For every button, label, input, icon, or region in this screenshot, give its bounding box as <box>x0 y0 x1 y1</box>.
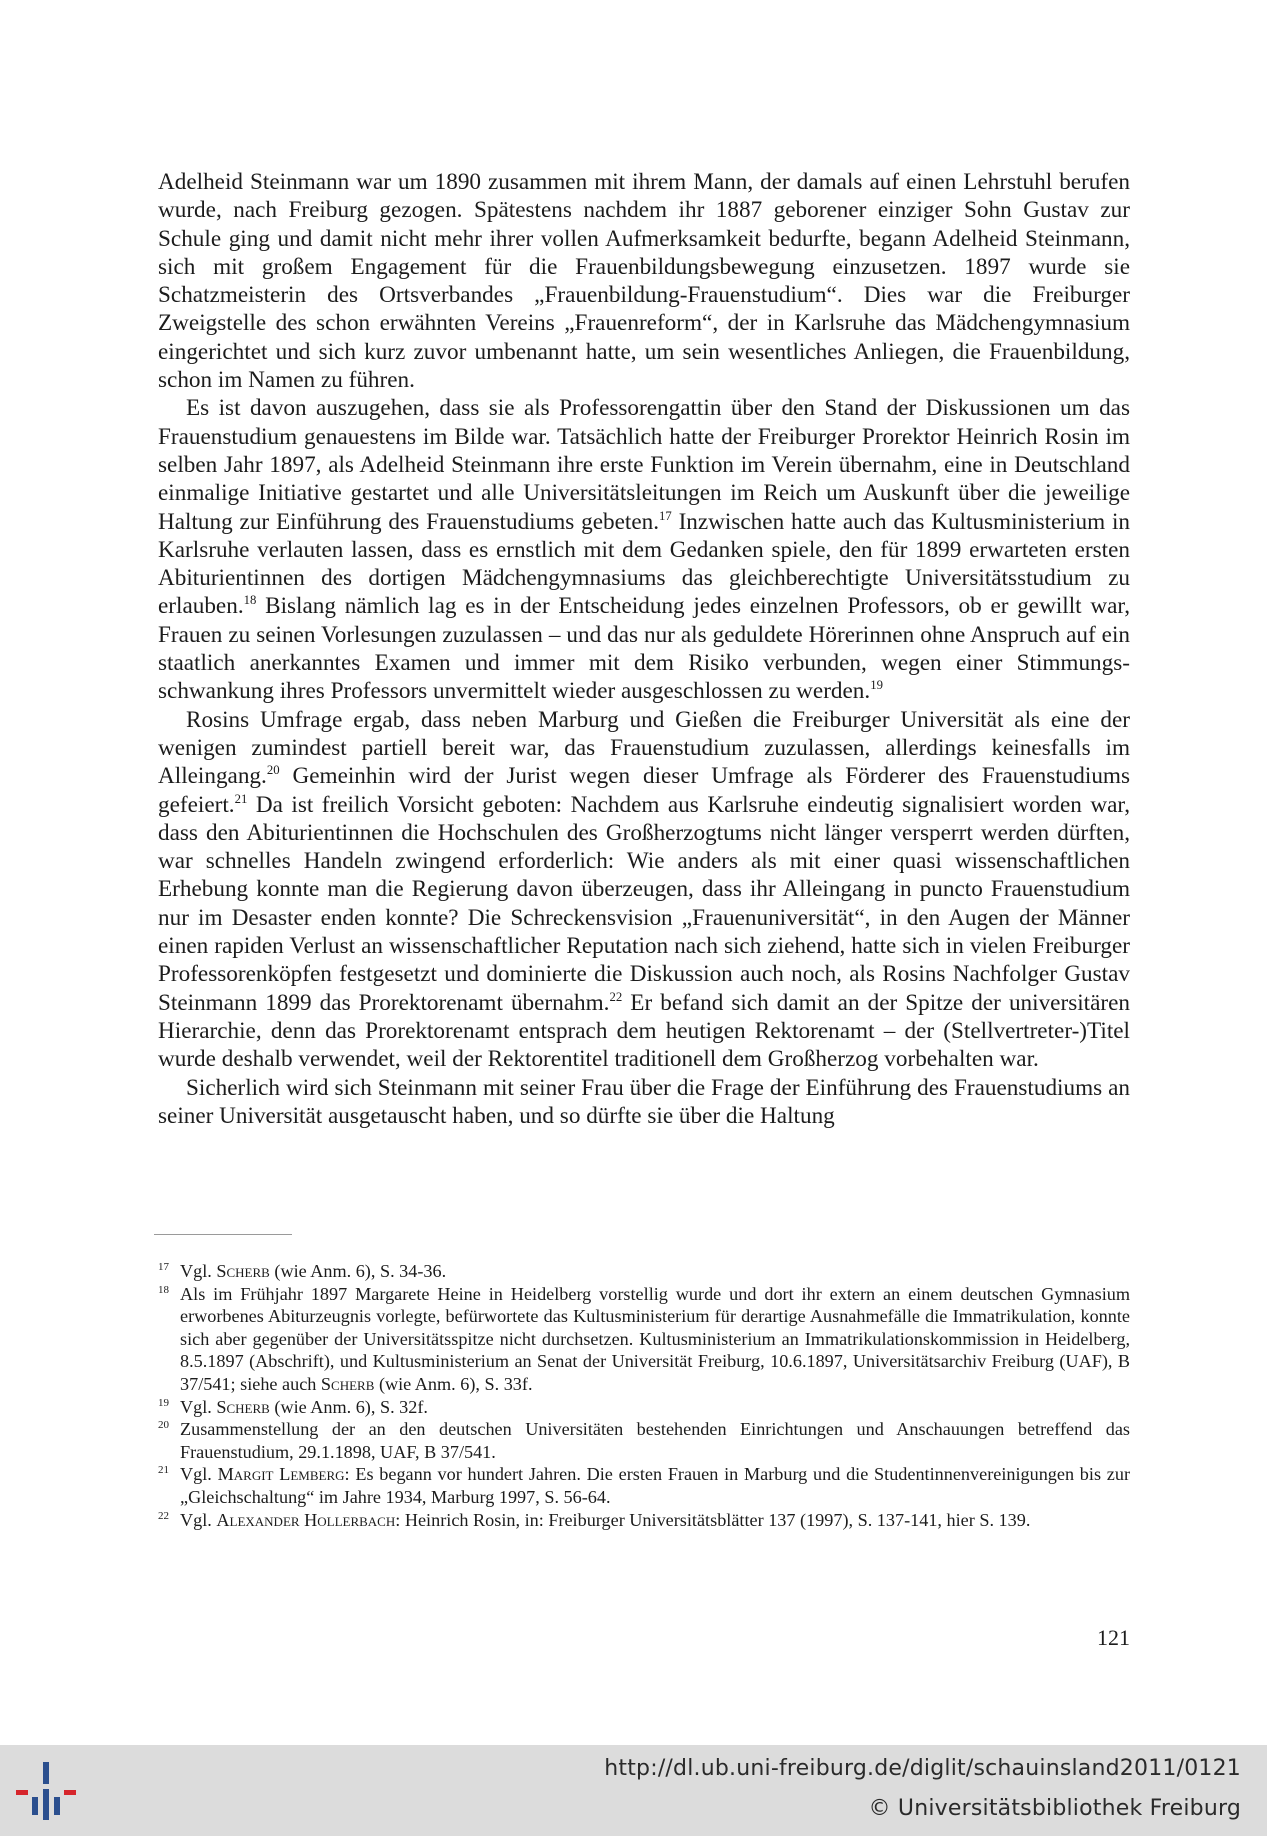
footnote-text: (wie Anm. 6), S. 33f. <box>374 1373 533 1394</box>
ub-freiburg-logo-icon[interactable] <box>14 1759 80 1823</box>
footnote-number: 20 <box>158 1419 169 1432</box>
paragraph-text: Es ist davon auszugehen, dass sie als Professorengattin über den Stand der Diskussionen um das Frauenstudium genauestens im Bilde war. Tatsächlich hatte der Freiburger Prorektor Heinrich Rosin im selben Jahr 1897, als Adelheid Steinmann ihre erste Funktion im Verein übernahm, eine in Deutschland einmalige Initiative gestartet und alle Universitätsleitungen im Reich um Auskunft über die jeweilige Haltung zur Einführung des Frauenstudiums gebeten. <box>158 395 1130 535</box>
footnote <box>158 1283 1130 1396</box>
footnote <box>158 1418 1130 1463</box>
page-number: 121 <box>1097 1625 1130 1650</box>
paragraph-text: Er befand sich damit an der Spitze der universitären Hierarchie, denn das Prorektorenamt entsprach dem heutigen Rektorenamt – der (Stellvertreter-)Titel wurde deshalb verwendet, weil der Rektorentitel traditionell dem Großherzog vorbehalten war. <box>158 989 1131 1073</box>
paragraph-text: Bislang nämlich lag es in der Entscheidung jedes einzelnen Professors, ob er gewillt war, Frauen zu seinen Vorlesungen zuzulassen – und das nur als geduldete Hörerinnen ohne Anspruch auf ein staatlich anerkanntes Examen und immer mit dem Risiko verbunden, wegen einer Stimmungsschwankung ihres Professors unvermittelt wieder ausgeschlossen zu werden. <box>158 593 1130 705</box>
footnote-ref[interactable]: 21 <box>234 791 248 806</box>
paragraph-text: Rosins Umfrage ergab, dass neben Marburg und Gießen die Freiburger Universität als eine der wenigen zumindest partiell bereit war, das Frauenstudium zuzulassen, allerdings keinesfalls im Alleingang. <box>158 706 1130 790</box>
footnote-ref[interactable]: 20 <box>266 763 280 778</box>
footnote-text: Vgl. <box>180 1509 217 1530</box>
footnote <box>158 1260 1130 1283</box>
footnote-number: 17 <box>158 1261 169 1273</box>
author-name: Scherb <box>216 1261 270 1281</box>
paragraph-text: Inzwischen hatte auch das Kultusministerium in Karlsruhe verlauten lassen, dass es ernstlich mit dem Gedanken spiele, den für 1899 erwarteten ersten Abiturientinnen des dortigen Mädchengymnasiums das gleichberechtigte Universitätsstudium zu erlauben. <box>158 508 1130 620</box>
footer-bar <box>0 1745 1267 1836</box>
footnote <box>158 1509 1130 1532</box>
footnote <box>158 1396 1130 1419</box>
footnote-text: Vgl. <box>180 1261 217 1281</box>
footnote-number: 18 <box>158 1283 169 1296</box>
footnote-text: Vgl. <box>180 1396 217 1417</box>
paragraph-text: Da ist freilich Vorsicht geboten: Nachdem aus Karlsruhe eindeutig signalisiert worden war, dass den Abiturientinnen die Hochschulen des Großherzogtums nicht länger versperrt werden dürften, war schnelles Handeln zwingend erforderlich: Wie anders als mit einer quasi wissenschaftlichen Erhebung konnte man die Regierung davon überzeugen, dass ihr Alleingang in puncto Frauenstudium nur im Desaster enden konnte? Die Schreckensvision „Frauenuniversität“, in den Augen der Männer einen rapiden Verlust an wissenschaftlicher Reputation nach sich ziehend, hatte sich in vielen Freiburger Professorenköpfen festgesetzt und dominierte die Diskussion auch noch, als Rosins Nachfolger Gustav Steinmann 1899 das Prorektorenamt übernahm. <box>158 791 1130 1016</box>
paragraph <box>158 706 1130 1074</box>
paragraph <box>158 394 1130 705</box>
paragraph <box>158 1074 1130 1131</box>
footnote-text: : Heinrich Rosin, in: Freiburger Universitätsblätter 137 (1997), S. 137-141, hier S. 139. <box>395 1509 1031 1530</box>
paragraph <box>158 168 1130 394</box>
paragraph-text: Gemeinhin wird der Jurist wegen dieser Umfrage als Förderer des Frauenstudiums gefeiert. <box>158 763 1130 818</box>
author-name: Alexander Hollerbach <box>216 1509 396 1530</box>
footnote-number: 19 <box>158 1396 169 1409</box>
footnote-divider <box>154 1234 292 1235</box>
author-name: Margit Lemberg <box>217 1464 345 1485</box>
footnote-number: 21 <box>158 1464 169 1477</box>
footnote-number: 22 <box>158 1509 169 1522</box>
footnote-text: : Es begann vor hundert Jahren. Die ersten Frauen in Marburg und die Studentinnenvereinigungen bis zur „Gleichschaltung“ im Jahre 1934, Marburg 1997, S. 56-64. <box>180 1464 1131 1507</box>
footnote <box>158 1463 1130 1508</box>
footnote-ref[interactable]: 22 <box>609 989 623 1004</box>
paragraph-text: Adelheid Steinmann war um 1890 zusammen mit ihrem Mann, der damals auf einen Lehrstuhl berufen wurde, nach Freiburg gezogen. Spätestens nachdem ihr 1887 geborener einziger Sohn Gustav zur Schule ging und damit nicht mehr ihrer vollen Aufmerksamkeit bedurfte, begann Adelheid Steinmann, sich mit großem Engagement für die Frauenbildungsbewegung einzusetzen. 1897 wurde sie Schatzmeisterin des Ortsverbandes „Frauenbildung-Frauenstudium“. Dies war die Freiburger Zweigstelle des schon erwähnten Vereins „Frauenreform“, der in Karlsruhe das Mädchengymnasium eingerichtet und sich kurz zuvor umbenannt hatte, um sein wesentliches Anliegen, die Frauenbildung, schon im Namen zu führen. <box>158 169 1130 394</box>
author-name: Scherb <box>320 1373 375 1394</box>
copyright-notice: © Universitätsbibliothek Freiburg <box>868 1796 1241 1821</box>
paragraph-text: Sicherlich wird sich Steinmann mit seiner Frau über die Frage der Einführung des Frauenstudiums an seiner Universität ausgetauscht haben, und so dürfte sie über die Haltung <box>158 1074 1130 1129</box>
footnote-ref[interactable]: 17 <box>659 508 672 523</box>
footnote-text: Zusammenstellung der an den deutschen Universitäten bestehenden Einrichtungen und Anschauungen betreffend das Frauenstudium, 29.1.1898, UAF, B 37/541. <box>180 1419 1130 1462</box>
footnote-text: Als im Frühjahr 1897 Margarete Heine in Heidelberg vorstellig wurde und dort ihr extern an einem deutschen Gymnasium erworbenes Abiturzeugnis vorlegte, befürwortete das Kultusministerium für derartige Ausnahmefälle die Immatrikulation, konnte sich aber gegenüber der Universitätsspitze nicht durchsetzen. Kultusministerium an Immatrikulationskommission in Heidelberg, 8.5.1897 (Abschrift), und Kultusministerium an Senat der Universität Freiburg, 10.6.1897, Universitätsarchiv Freiburg (UAF), B 37/541; siehe auch <box>180 1283 1130 1394</box>
footnote-ref[interactable]: 18 <box>243 593 257 608</box>
footnote-text: (wie Anm. 6), S. 34-36. <box>269 1261 447 1281</box>
footnote-ref[interactable]: 19 <box>870 678 883 693</box>
body-text <box>158 168 1130 1130</box>
source-url-link[interactable]: http://dl.ub.uni-freiburg.de/diglit/schauinsland2011/0121 <box>604 1756 1241 1781</box>
footnote-text: (wie Anm. 6), S. 32f. <box>269 1396 428 1417</box>
footnote-text: Vgl. <box>180 1464 218 1485</box>
author-name: Scherb <box>216 1396 270 1417</box>
footnotes <box>158 1260 1130 1531</box>
